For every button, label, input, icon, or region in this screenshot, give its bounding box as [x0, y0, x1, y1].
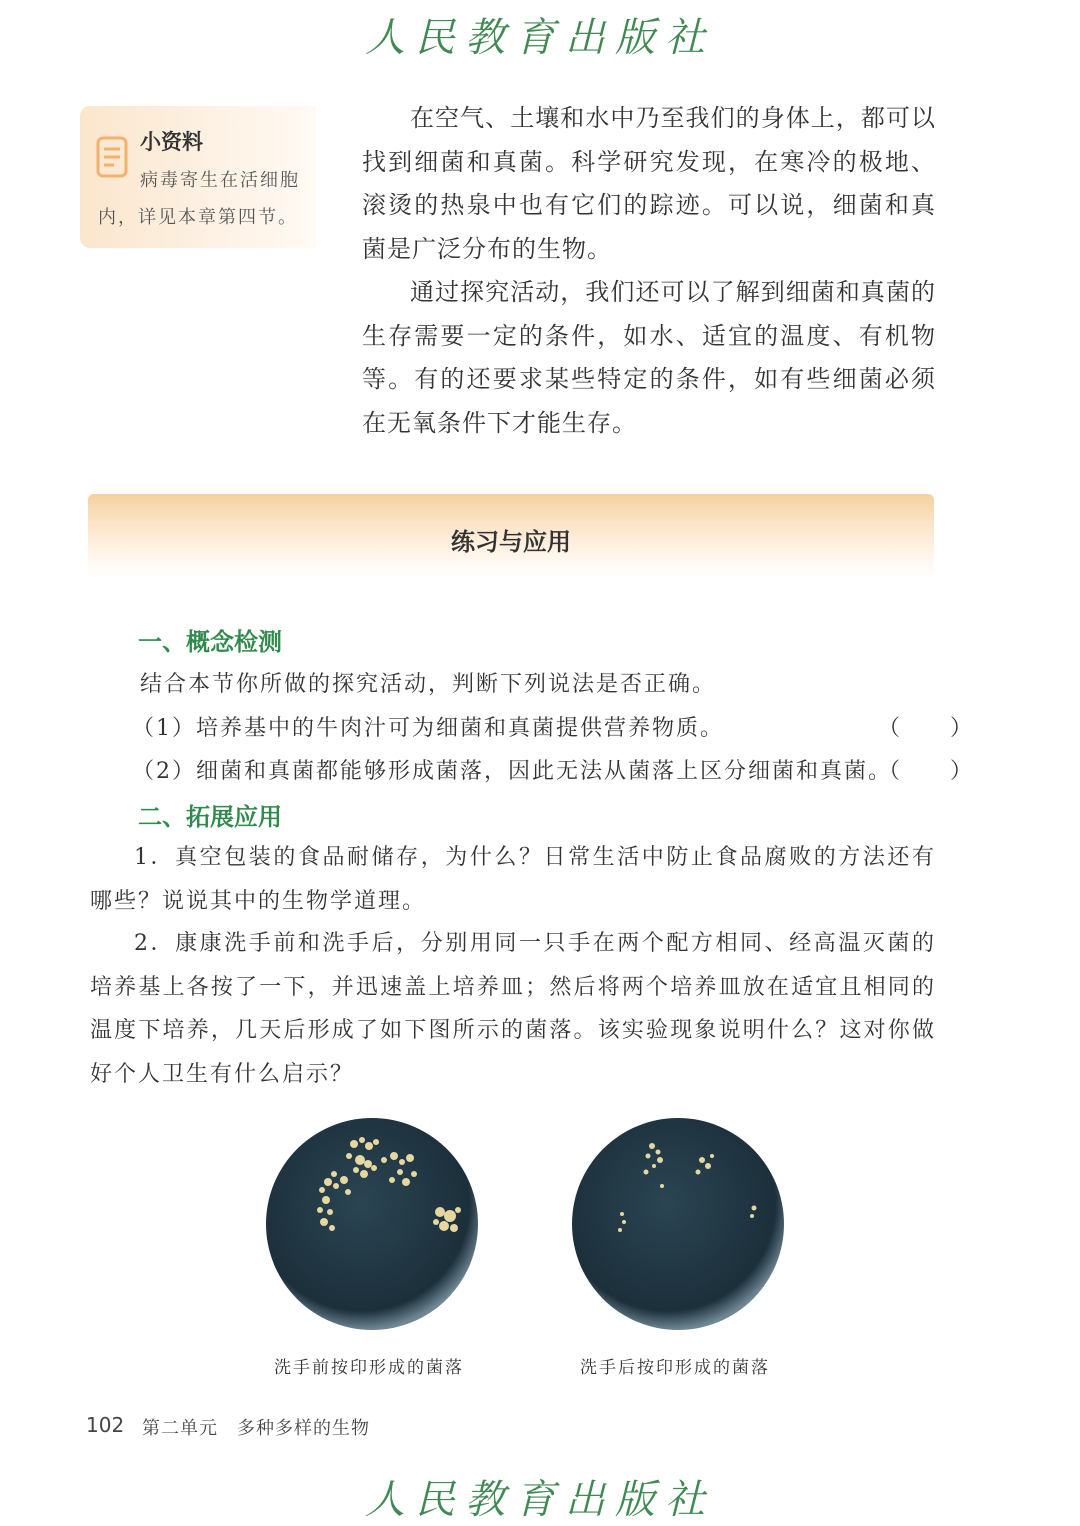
- page-number: 102: [86, 1413, 125, 1437]
- application-question-2: 2．康康洗手前和洗手后，分别用同一只手在两个配方相同、经高温灭菌的培养基上各按了一下，并迅速盖上培养皿；然后将两个培养皿放在适宜且相同的温度下培养，几天后形成了如下图所示的菌落。该实验现象说明什么？这对你做好个人卫生有什么启示？: [90, 931, 936, 1087]
- petri-dish-before-washing: [264, 1116, 480, 1332]
- body-paragraph-2: 通过探究活动，我们还可以了解到细菌和真菌的生存需要一定的条件，如水、适宜的温度、有机物等。有的还要求某些特定的条件，如有些细菌必须在无氧条件下才能生存。: [362, 278, 936, 437]
- publisher-logo-footer: 人民教育出版社: [365, 1477, 715, 1523]
- question-item-1: （1）培养基中的牛肉汁可为细菌和真菌提供营养物质。: [132, 716, 724, 741]
- note-title: 小资料: [140, 130, 203, 154]
- unit-name: 第二单元 多种多样的生物: [142, 1418, 370, 1439]
- caption-after-washing: 洗手后按印形成的菌落: [580, 1358, 770, 1378]
- publisher-logo-header: 人民教育出版社: [365, 15, 715, 61]
- document-icon: [96, 136, 130, 180]
- section1-intro: 结合本节你所做的探究活动，判断下列说法是否正确。: [140, 672, 717, 697]
- petri-dish-after-washing: [570, 1116, 786, 1332]
- note-text-line2: 内，详见本章第四节。: [98, 207, 298, 228]
- exercise-banner-title: 练习与应用: [451, 528, 571, 556]
- answer-paren-2: （ ）: [878, 759, 975, 784]
- question-item-2: （2）细菌和真菌都能够形成菌落，因此无法从菌落上区分细菌和真菌。: [132, 759, 892, 784]
- section-heading-concept-check: 一、概念检测: [138, 628, 282, 656]
- application-question-1: 1．真空包装的食品耐储存，为什么？日常生活中防止食品腐败的方法还有哪些？说说其中的生物学道理。: [90, 845, 936, 914]
- body-paragraph-1: 在空气、土壤和水中乃至我们的身体上，都可以找到细菌和真菌。科学研究发现，在寒冷的极地、滚烫的热泉中也有它们的踪迹。可以说，细菌和真菌是广泛分布的生物。: [362, 104, 936, 263]
- caption-before-washing: 洗手前按印形成的菌落: [274, 1358, 464, 1378]
- note-text-line1: 病毒寄生在活细胞: [140, 170, 300, 191]
- answer-paren-1: （ ）: [878, 716, 975, 741]
- section-heading-extended-application: 二、拓展应用: [138, 803, 282, 831]
